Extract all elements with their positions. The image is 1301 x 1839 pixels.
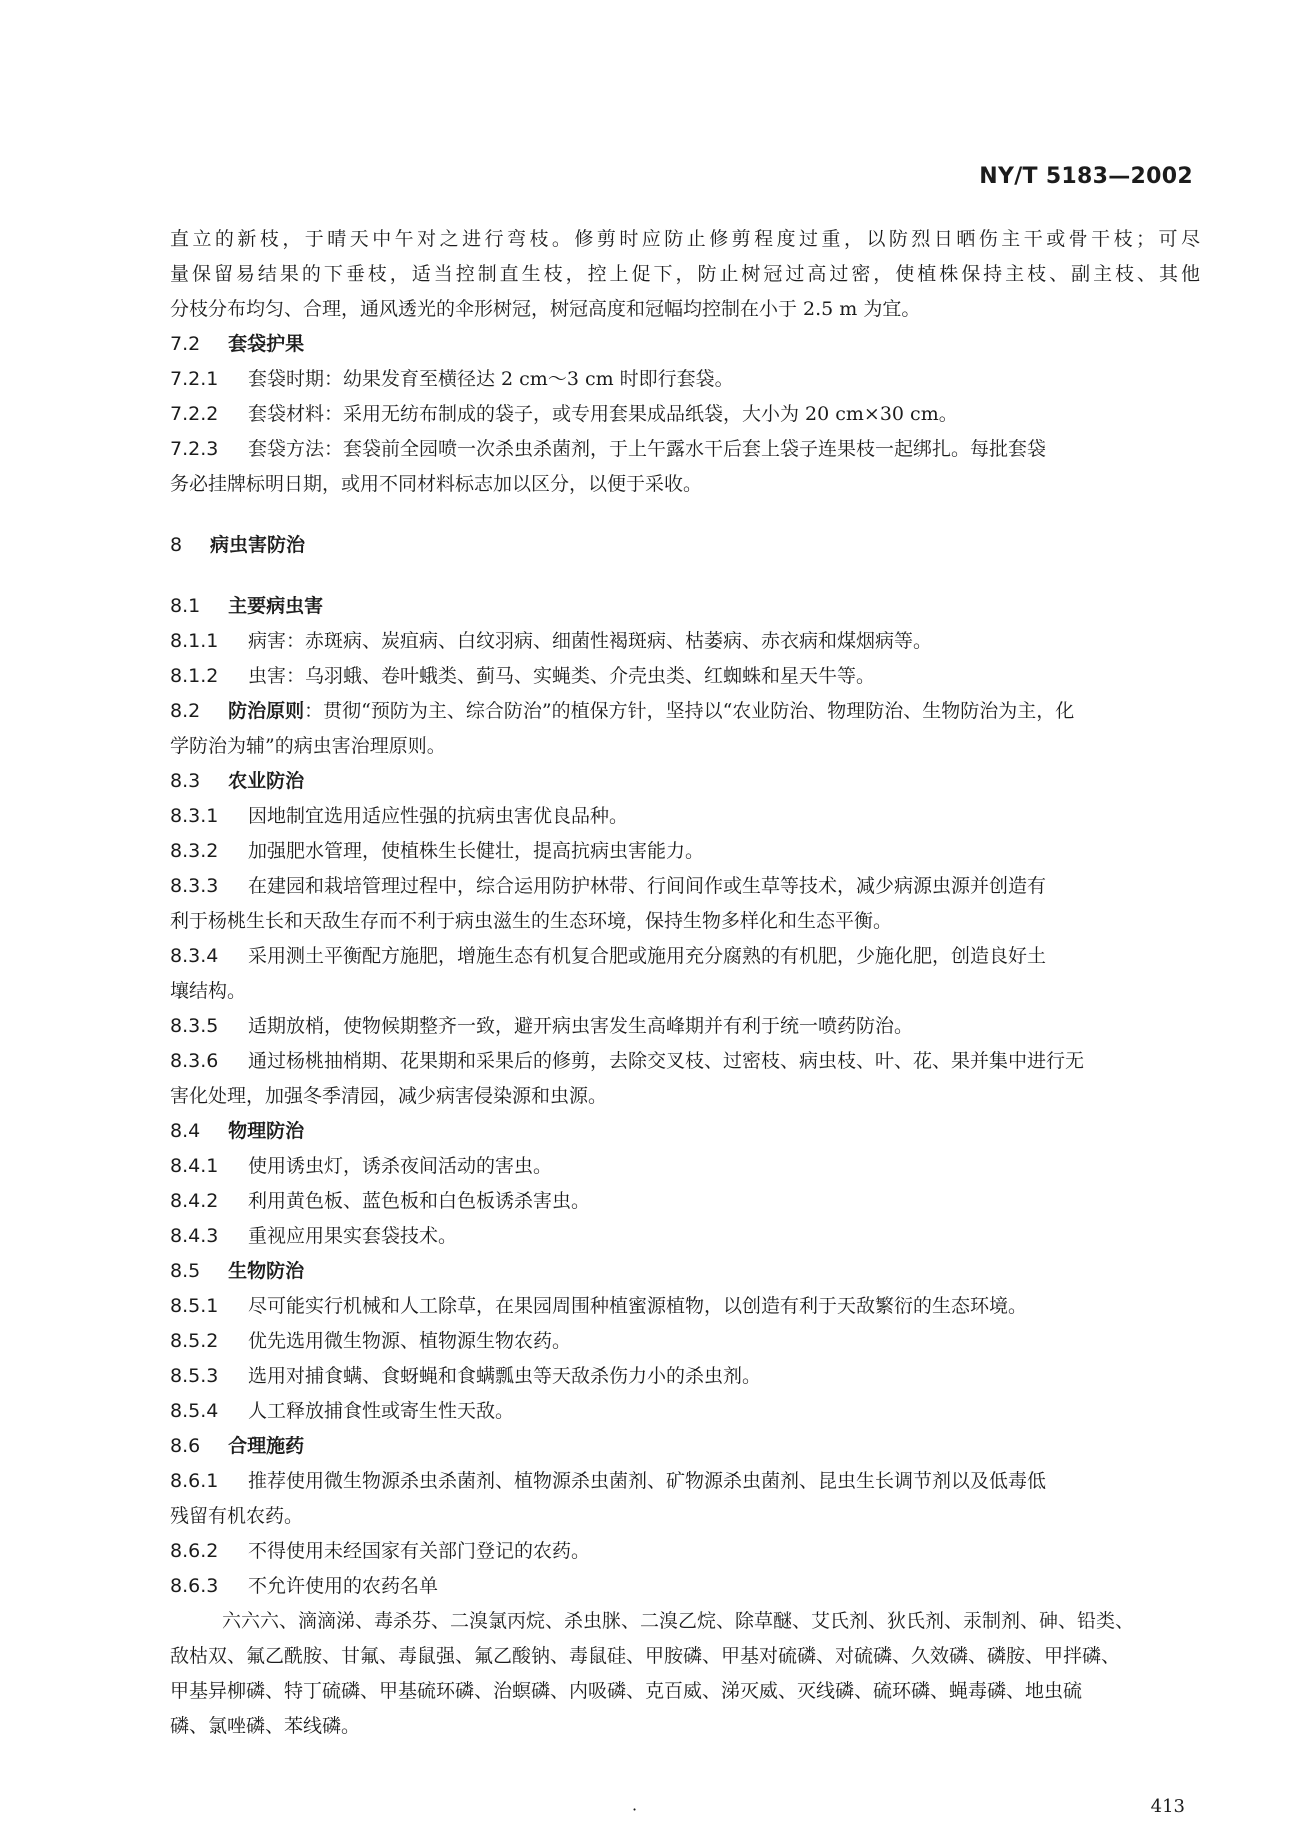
clause-8-3-5 (170, 1009, 1200, 1044)
clause-text: 利用黄色板、蓝色板和白色板诱杀害虫。 (248, 1190, 591, 1212)
clause-text: 选用对捕食螨、食蚜蝇和食螨瓢虫等天敌杀伤力小的杀虫剂。 (248, 1365, 762, 1387)
section-title: 农业防治 (228, 770, 305, 792)
clause-number: 8.5.1 (170, 1295, 219, 1317)
section-number: 8.3 (170, 770, 201, 792)
section-title: 套袋护果 (228, 333, 305, 355)
section-number: 8.5 (170, 1260, 201, 1282)
clause-8-3-3 (170, 869, 1200, 904)
section-heading-8-5 (170, 1254, 1200, 1289)
section-number: 8.1 (170, 595, 201, 617)
section-8-2 (170, 694, 1200, 729)
clause-number: 8.3.6 (170, 1050, 219, 1072)
clause-text: 因地制宜选用适应性强的抗病虫害优良品种。 (248, 805, 629, 827)
clause-text: 套袋时期：幼果发育至横径达 2 cm～3 cm 时即行套袋。 (248, 368, 734, 390)
clause-8-4-3 (170, 1219, 1200, 1254)
clause-text: 推荐使用微生物源杀虫杀菌剂、植物源杀虫菌剂、矿物源杀虫菌剂、昆虫生长调节剂以及低毒低 (248, 1470, 1047, 1492)
clause-number: 7.2.1 (170, 368, 219, 390)
banned-pesticide-list-line: 六六六、滴滴涕、毒杀芬、二溴氯丙烷、杀虫脒、二溴乙烷、除草醚、艾氏剂、狄氏剂、汞制剂、砷、铅类、 (222, 1610, 1135, 1632)
paragraph-line: 直立的新枝，于晴天中午对之进行弯枝。修剪时应防止修剪程度过重，以防烈日晒伤主干或骨干枝；可尽 (170, 228, 1200, 250)
section-heading-8-4 (170, 1114, 1200, 1149)
page-number: 413 (1150, 1796, 1185, 1817)
section-number: 8.2 (170, 700, 201, 722)
clause-text: 使用诱虫灯，诱杀夜间活动的害虫。 (248, 1155, 553, 1177)
clause-text: 尽可能实行机械和人工除草，在果园周围种植蜜源植物，以创造有利于天敌繁衍的生态环境。 (248, 1295, 1028, 1317)
clause-number: 7.2.3 (170, 438, 219, 460)
clause-number: 8.5.3 (170, 1365, 219, 1387)
clause-number: 8.4.3 (170, 1225, 219, 1247)
clause-8-3-2 (170, 834, 1200, 869)
banned-pesticide-list-line: 甲基异柳磷、特丁硫磷、甲基硫环磷、治螟磷、内吸磷、克百威、涕灭威、灭线磷、硫环磷、蝇毒磷、地虫硫 (170, 1680, 1083, 1702)
clause-text: 通过杨桃抽梢期、花果期和采果后的修剪，去除交叉枝、过密枝、病虫枝、叶、花、果并集中进行无 (248, 1050, 1085, 1072)
clause-number: 8.6.1 (170, 1470, 219, 1492)
clause-number: 8.5.4 (170, 1400, 219, 1422)
clause-7-2-2 (170, 397, 1200, 432)
section-title: 合理施药 (228, 1435, 305, 1457)
clause-8-1-2 (170, 659, 1200, 694)
clause-text: 不允许使用的农药名单 (248, 1575, 439, 1597)
paragraph-line: 务必挂牌标明日期，或用不同材料标志加以区分，以便于采收。 (170, 473, 703, 495)
section-number: 7.2 (170, 333, 201, 355)
clause-7-2-1 (170, 362, 1200, 397)
clause-8-1-1 (170, 624, 1200, 659)
section-heading-8-6 (170, 1429, 1200, 1464)
clause-text: 不得使用未经国家有关部门登记的农药。 (248, 1540, 591, 1562)
clause-number: 8.3.3 (170, 875, 219, 897)
clause-text: 虫害：乌羽蛾、卷叶蛾类、蓟马、实蝇类、介壳虫类、红蜘蛛和星天牛等。 (248, 665, 876, 687)
paragraph-line: 害化处理，加强冬季清园，减少病害侵染源和虫源。 (170, 1085, 608, 1107)
section-heading-8-1 (170, 589, 1200, 624)
clause-number: 8.4.2 (170, 1190, 219, 1212)
section-heading-7-2 (170, 327, 1200, 362)
chapter-title: 病虫害防治 (210, 534, 306, 556)
clause-8-4-1 (170, 1149, 1200, 1184)
section-title: 生物防治 (228, 1260, 305, 1282)
clause-8-6-2 (170, 1534, 1200, 1569)
section-heading-8-3 (170, 764, 1200, 799)
clause-8-3-1 (170, 799, 1200, 834)
section-title: 物理防治 (228, 1120, 305, 1142)
clause-text: 人工释放捕食性或寄生性天敌。 (248, 1400, 515, 1422)
clause-number: 8.3.1 (170, 805, 219, 827)
paragraph-line: 残留有机农药。 (170, 1505, 304, 1527)
paragraph-line: 分枝分布均匀、合理，通风透光的伞形树冠，树冠高度和冠幅均控制在小于 2.5 m 为宜。 (170, 298, 921, 320)
chapter-heading-8 (170, 528, 1200, 563)
paragraph-line: 利于杨桃生长和天敌生存而不利于病虫滋生的生态环境，保持生物多样化和生态平衡。 (170, 910, 893, 932)
standard-code: NY/T 5183—2002 (979, 164, 1193, 189)
clause-8-5-1 (170, 1289, 1200, 1324)
clause-text: 病害：赤斑病、炭疽病、白纹羽病、细菌性褐斑病、枯萎病、赤衣病和煤烟病等。 (248, 630, 933, 652)
footer-dot: · (632, 1800, 638, 1819)
clause-number: 8.5.2 (170, 1330, 219, 1352)
document-body (170, 222, 1200, 1744)
clause-number: 8.4.1 (170, 1155, 219, 1177)
clause-8-5-2 (170, 1324, 1200, 1359)
section-number: 8.6 (170, 1435, 201, 1457)
clause-number: 8.3.5 (170, 1015, 219, 1037)
clause-text: 适期放梢，使物候期整齐一致，避开病虫害发生高峰期并有利于统一喷药防治。 (248, 1015, 914, 1037)
clause-text: 在建园和栽培管理过程中，综合运用防护林带、行间间作或生草等技术，减少病源虫源并创造有 (248, 875, 1047, 897)
section-title: 防治原则 (228, 700, 305, 722)
paragraph-line: 学防治为辅”的病虫害治理原则。 (170, 735, 446, 757)
clause-8-6-1 (170, 1464, 1200, 1499)
clause-text: 采用测土平衡配方施肥，增施生态有机复合肥或施用充分腐熟的有机肥，少施化肥，创造良好土 (248, 945, 1047, 967)
clause-text: 重视应用果实套袋技术。 (248, 1225, 458, 1247)
clause-number: 8.1.2 (170, 665, 219, 687)
clause-number: 8.3.4 (170, 945, 219, 967)
clause-7-2-3 (170, 432, 1200, 467)
section-text: ：贯彻“预防为主、综合防治”的植保方针，坚持以“农业防治、物理防治、生物防治为主，化 (304, 700, 1075, 722)
section-number: 8.4 (170, 1120, 201, 1142)
clause-8-3-6 (170, 1044, 1200, 1079)
clause-8-4-2 (170, 1184, 1200, 1219)
clause-number: 8.3.2 (170, 840, 219, 862)
banned-pesticide-list-line: 敌枯双、氟乙酰胺、甘氟、毒鼠强、氟乙酸钠、毒鼠硅、甲胺磷、甲基对硫磷、对硫磷、久效磷、磷胺、甲拌磷、 (170, 1645, 1121, 1667)
clause-8-5-3 (170, 1359, 1200, 1394)
clause-text: 套袋方法：套袋前全园喷一次杀虫杀菌剂，于上午露水干后套上袋子连果枝一起绑扎。每批套袋 (248, 438, 1047, 460)
clause-8-3-4 (170, 939, 1200, 974)
clause-8-6-3 (170, 1569, 1200, 1604)
paragraph-line: 壤结构。 (170, 980, 247, 1002)
clause-number: 8.1.1 (170, 630, 219, 652)
clause-number: 8.6.3 (170, 1575, 219, 1597)
section-title: 主要病虫害 (228, 595, 324, 617)
chapter-number: 8 (170, 534, 183, 556)
banned-pesticide-list-line: 磷、氯唑磷、苯线磷。 (170, 1715, 361, 1737)
clause-number: 8.6.2 (170, 1540, 219, 1562)
clause-8-5-4 (170, 1394, 1200, 1429)
clause-number: 7.2.2 (170, 403, 219, 425)
paragraph-line: 量保留易结果的下垂枝，适当控制直生枝，控上促下，防止树冠过高过密，使植株保持主枝、副主枝、其他 (170, 263, 1200, 285)
clause-text: 加强肥水管理，使植株生长健壮，提高抗病虫害能力。 (248, 840, 705, 862)
clause-text: 优先选用微生物源、植物源生物农药。 (248, 1330, 572, 1352)
clause-text: 套袋材料：采用无纺布制成的袋子，或专用套果成品纸袋，大小为 20 cm×30 cm。 (248, 403, 958, 425)
